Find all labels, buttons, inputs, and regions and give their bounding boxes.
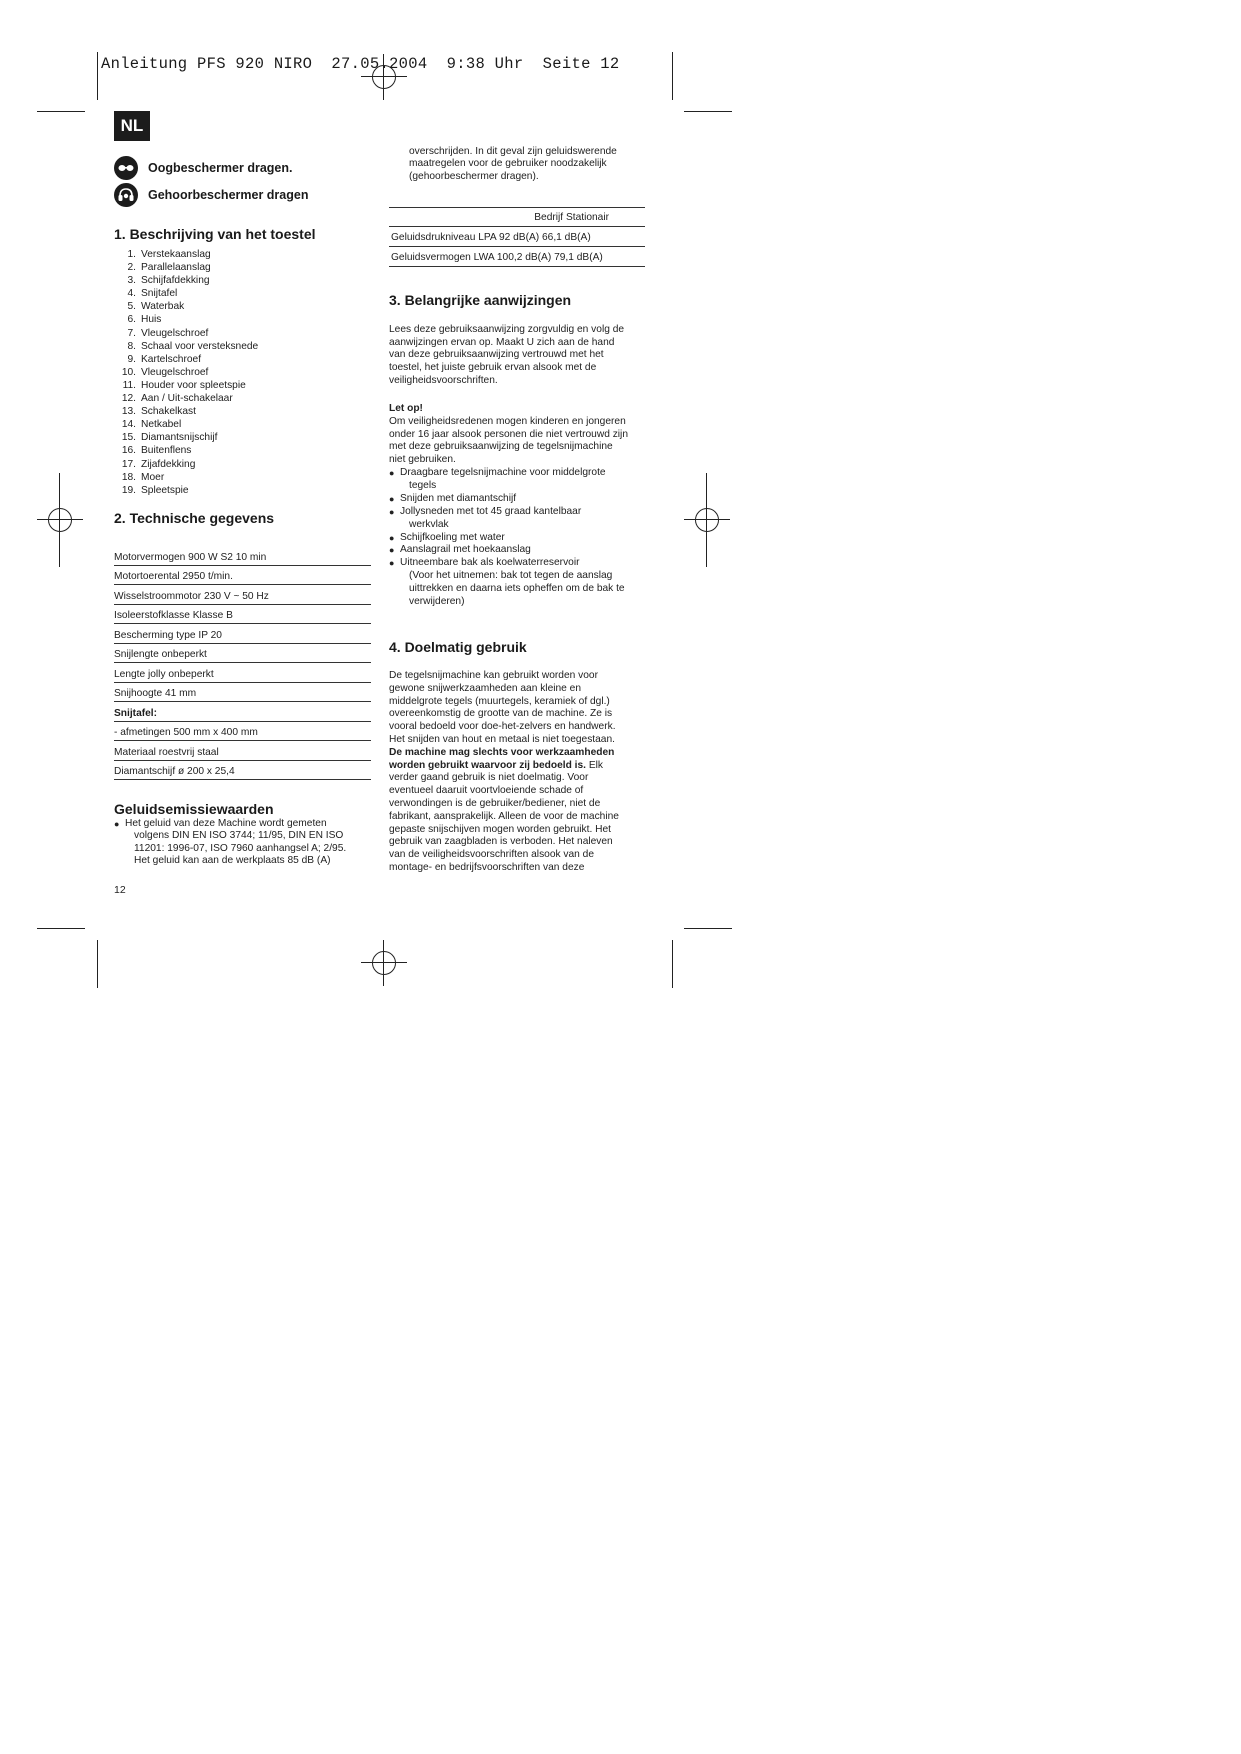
table-row: Lengte jolly onbeperkt [114, 663, 371, 683]
registration-mark [684, 497, 730, 543]
section-title: Geluidsemissiewaarden [114, 801, 274, 817]
table-row: Snijtafel: [114, 702, 371, 722]
list-item: 15. Diamantsnijschijf [121, 432, 218, 444]
list-item: 16. Buitenflens [121, 445, 192, 457]
list-item: 7. Vleugelschroef [127, 327, 209, 339]
table-row: Wisselstroommotor 230 V ~ 50 Hz [114, 585, 371, 605]
list-item-continuation: werkvlak [409, 518, 449, 530]
crop-mark [97, 940, 98, 988]
caution-text: Om veiligheidsredenen mogen kinderen en jongeren onder 16 jaar alsook personen die niet vertrouwd zijn met deze gebruiksaanwijzing de tegelsnijmachine niet gebruiken. [389, 416, 628, 466]
section-title: 4. Doelmatig gebruik [389, 639, 527, 655]
table-row: Geluidsdrukniveau LPA 92 dB(A) 66,1 dB(A) [389, 227, 645, 247]
list-item: ● Uitneembare bak als koelwaterreservoir [389, 557, 659, 570]
list-item: 1. Verstekaanslag [127, 249, 211, 260]
section4-body: De tegelsnijmachine kan gebruikt worden voor gewone snijwerkzaamheden aan kleine en middelgrote tegels (muurtegels, keramiek of dgl.) overeenkomstig de grootte van de machine. Ze is vooral bedoeld voor doe-het-zelvers en handwerk. Het snijden van hout en metaal is niet toegestaan. De machine mag slechts voor werkzaamheden worden gebruikt waarvoor zij bedoeld is. Elk verder gaand gebruik is niet doelmatig. Voor eventueel daaruit voortvloeiende schade of verwondingen is de gebruiker/bediener, niet de fabrikant, aansprakelijk. Alleen de voor de machine gepaste snijschijven mogen worden gebruikt. Het gebruik van zaagbladen is verboden. Het naleven van de veiligheidsvoorschriften alsook van de montage- en bedrijfsvoorschriften van deze [389, 670, 619, 873]
crop-mark [706, 473, 707, 567]
section-title: 1. Beschrijving van het toestel [114, 226, 316, 242]
list-item-continuation: (Voor het uitnemen: bak tot tegen de aanslag [409, 570, 613, 582]
list-item: 19. Spleetspie [121, 484, 189, 496]
list-item: 12. Aan / Uit-schakelaar [121, 393, 233, 405]
list-item-continuation: tegels [409, 479, 437, 491]
table-row: Motortoerental 2950 t/min. [114, 566, 371, 586]
list-item: 14. Netkabel [121, 419, 182, 431]
list-item-continuation: volgens DIN EN ISO 3744; 11/95, DIN EN ISO [134, 830, 344, 842]
safety-sign-label: Gehoorbeschermer dragen [148, 188, 309, 202]
table-row: Snijhoogte 41 mm [114, 683, 371, 703]
table-row: Snijlengte onbeperkt [114, 644, 371, 664]
parts-list [114, 248, 258, 497]
ear-protection-icon [114, 183, 138, 207]
table-row: - afmetingen 500 mm x 400 mm [114, 722, 371, 742]
list-item: 5. Waterbak [127, 301, 185, 313]
safety-sign-label: Oogbeschermer dragen. [148, 161, 293, 175]
safety-sign-eye [114, 156, 293, 180]
list-item: ● Schijfkoeling met water [389, 532, 659, 545]
page-number: 12 [114, 884, 126, 896]
section-title: 3. Belangrijke aanwijzingen [389, 292, 572, 308]
registration-mark [361, 940, 407, 986]
safety-sign-ear [114, 183, 308, 207]
print-slug: Anleitung PFS 920 NIRO 27.05.2004 9:38 Uhr Seite 12 [101, 55, 620, 73]
crop-mark [684, 111, 732, 112]
noise-table [389, 207, 645, 267]
caution-title: Let op! [389, 403, 423, 414]
list-item: 4. Snijtafel [127, 288, 178, 300]
table-row: Materiaal roestvrij staal [114, 741, 371, 761]
list-item: ● Het geluid van deze Machine wordt gemeten [114, 818, 384, 830]
list-item-continuation: Het geluid kan aan de werkplaats 85 dB (A) [134, 855, 331, 867]
list-item: 17. Zijafdekking [121, 458, 196, 470]
noise-continuation: overschrijden. In dit geval zijn geluidswerende maatregelen voor de gebruiker noodzakelijk (gehoorbeschermer dragen). [409, 146, 617, 182]
list-item: 11. Houder voor spleetspie [122, 379, 246, 391]
list-item: ● Snijden met diamantschijf [389, 493, 659, 506]
list-item: 2. Parallelaanslag [127, 262, 211, 274]
crop-mark [672, 52, 673, 100]
section3-intro: Lees deze gebruiksaanwijzing zorgvuldig en volg de aanwijzingen ervan op. Maakt U zich aan de hand van deze gebruiksaanwijzing vertrouwd met het toestel, het juiste gebruik ervan alsook met de veiligheidsvoorschriften. [389, 324, 625, 386]
technical-data-table [114, 546, 371, 780]
list-item: 8. Schaal voor versteksnede [127, 340, 259, 352]
list-item-continuation: uittrekken en daarna iets opheffen om de bak te [409, 583, 625, 595]
crop-mark [37, 111, 85, 112]
table-row: Geluidsvermogen LWA 100,2 dB(A) 79,1 dB(A) [389, 247, 645, 267]
list-item: 10. Vleugelschroef [121, 366, 209, 378]
table-row: Bescherming type IP 20 [114, 624, 371, 644]
list-item: 13. Schakelkast [121, 406, 196, 418]
list-item-continuation: 11201: 1996-07, ISO 7960 aanhangsel A; 2/95. [134, 842, 347, 854]
list-item: ● Aanslagrail met hoekaanslag [389, 544, 659, 557]
list-item: 18. Moer [121, 471, 165, 483]
crop-mark [672, 940, 673, 988]
language-badge: NL [114, 111, 150, 141]
table-row: Isoleerstofklasse Klasse B [114, 605, 371, 625]
list-item: 9. Kartelschroef [127, 353, 202, 365]
eye-protection-icon [114, 156, 138, 180]
list-item-continuation: verwijderen) [409, 596, 465, 608]
feature-list [389, 467, 659, 609]
noise-bullet [114, 818, 384, 868]
crop-mark [97, 52, 98, 100]
crop-mark [684, 928, 732, 929]
registration-mark [37, 497, 83, 543]
table-header: Bedrijf Stationair [389, 208, 645, 227]
list-item: 6. Huis [127, 314, 162, 326]
table-row: Diamantschijf ø 200 x 25,4 [114, 761, 371, 781]
list-item: ● Jollysneden met tot 45 graad kantelbaar [389, 506, 659, 519]
list-item: ● Draagbare tegelsnijmachine voor middelgrote [389, 467, 659, 480]
list-item: 3. Schijfafdekking [127, 275, 210, 287]
crop-mark [37, 928, 85, 929]
section-title: 2. Technische gegevens [114, 510, 275, 526]
table-row: Motorvermogen 900 W S2 10 min [114, 546, 371, 566]
crop-mark [59, 473, 60, 567]
